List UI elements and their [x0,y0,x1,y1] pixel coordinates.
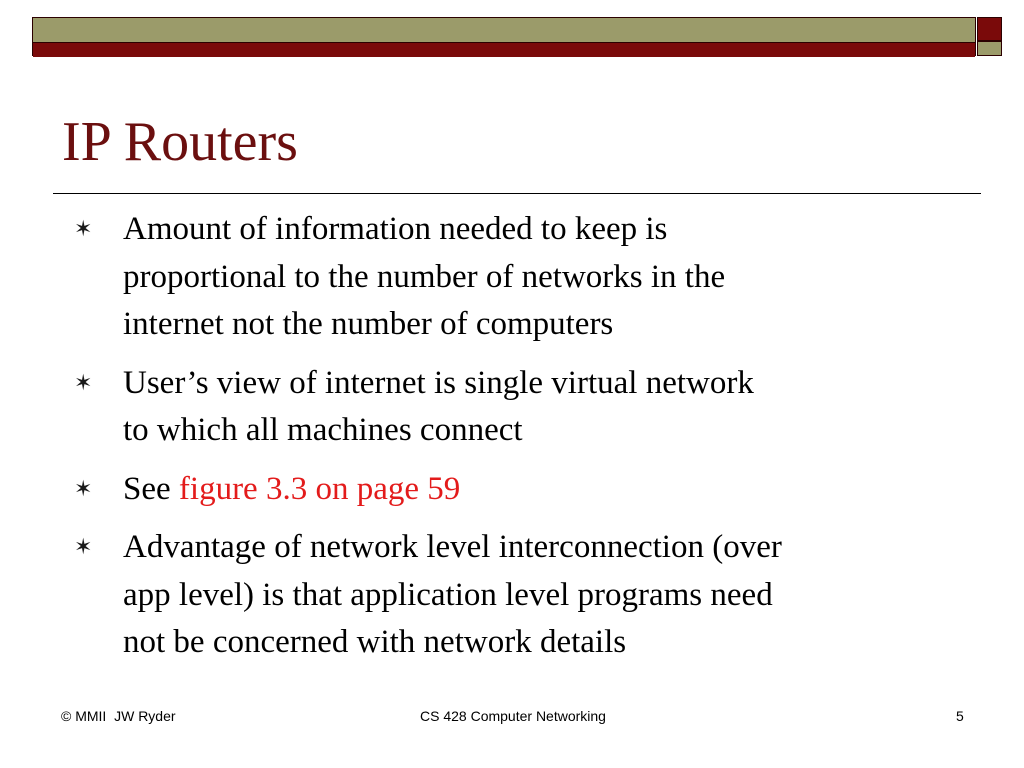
bullet-text-line: to which all machines connect [123,412,523,448]
header-bar-maroon-stripe [33,42,975,57]
bullet-text-line: not be concerned with network details [123,624,627,660]
header-bar-olive-stripe [33,18,975,42]
bullet-text-line: internet not the number of computers [123,306,614,342]
bullet-text-line: User’s view of internet is single virtual network [123,364,754,401]
footer-course-title: CS 428 Computer Networking [420,708,606,724]
bullet-item-3 [0,466,943,514]
footer-page-number: 5 [956,708,964,724]
bullet-item-4 [0,524,943,667]
star-bullet-icon: ✶ [74,217,93,242]
figure-reference-link[interactable]: figure 3.3 on page 59 [178,470,461,507]
bullet-item-2 [0,360,943,455]
bullet-item-1 [0,206,943,349]
header-square-olive [977,41,1002,56]
bullet-text-line: Advantage of network level interconnection (over [123,529,782,565]
star-bullet-icon: ✶ [74,476,93,502]
slide-title: IP Routers [62,111,298,173]
bullet-text-line: proportional to the number of networks in the [123,258,726,295]
header-square-maroon [977,17,1002,41]
title-divider [53,193,981,194]
star-bullet-icon: ✶ [74,370,93,396]
header-decoration-bar [32,17,976,56]
bullet-see-prefix: See [123,470,179,507]
star-bullet-icon: ✶ [74,535,93,560]
footer-copyright: © MMII JW Ryder [61,708,176,724]
bullet-list [0,206,1024,678]
bullet-text-line: Amount of information needed to keep is [123,211,668,247]
bullet-text-line: app level) is that application level programs need [123,576,773,613]
